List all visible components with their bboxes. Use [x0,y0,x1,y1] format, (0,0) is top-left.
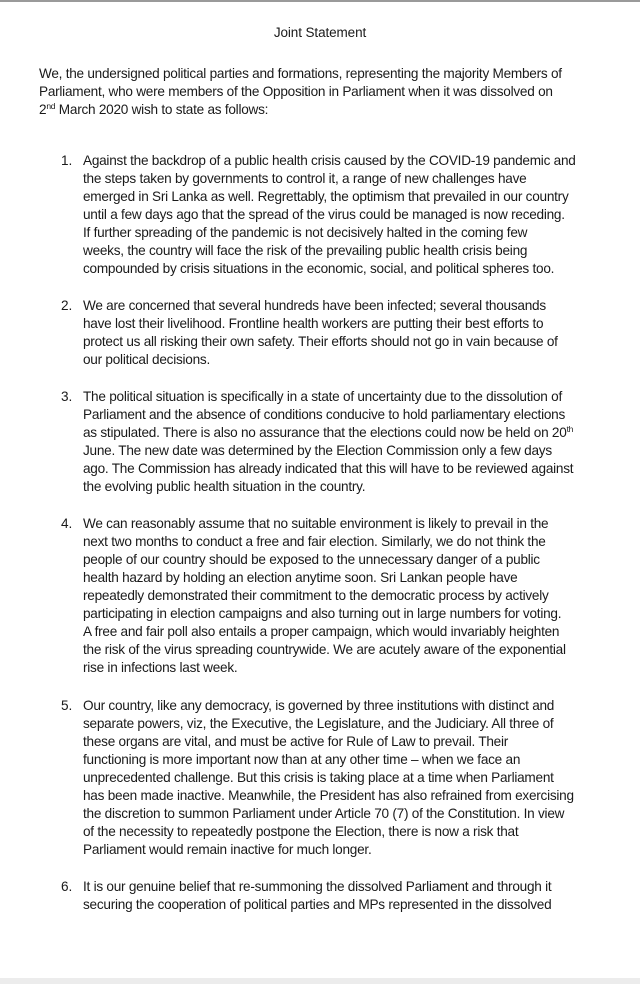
item-line: If further spreading of the pandemic is not decisively halted in the coming few [83,225,528,240]
item-line: the steps taken by governments to control it, a range of new challenges have [83,171,527,186]
item-line: these organs are vital, and must be active for Rule of Law to prevail. Their [83,734,509,749]
item-line: unprecedented challenge. But this crisis is taking place at a time when Parliament [83,770,554,785]
item-line: separate powers, viz, the Executive, the Legislature, and the Judiciary. All three of [83,716,554,731]
item-number: 6. [61,879,73,894]
item-line: Parliament would remain inactive for much longer. [83,842,372,857]
item-text [83,515,633,677]
date-day: 2 [39,102,47,117]
item-line: securing the cooperation of political parties and MPs represented in the dissolved [83,897,552,912]
item-line: the risk of the virus spreading countrywide. We are acutely aware of the exponential [83,642,566,657]
item-line-text: as stipulated. There is also no assurance that the elections could now be held on 20 [83,425,567,440]
item-line: compounded by crisis situations in the economic, social, and political spheres too. [83,261,555,276]
intro-line [39,101,629,119]
top-border [0,0,640,2]
item-line: weeks, the country will face the risk of the prevailing public health crisis being [83,243,528,258]
item-line: rise in infections last week. [83,660,238,675]
intro-line-text: March 2020 wish to state as follows: [55,102,269,117]
item-line [83,424,633,442]
item-line: participating in election campaigns and also turning out in large numbers for voting. [83,606,562,621]
item-text [83,297,633,369]
item-line: our political decisions. [83,352,210,367]
document-title: Joint Statement [273,25,367,40]
bottom-border [0,978,640,984]
item-line: Our country, like any democracy, is governed by three institutions with distinct and [83,698,555,713]
item-line: the discretion to summon Parliament under Article 70 (7) of the Constitution. In view [83,806,565,821]
item-line: Against the backdrop of a public health crisis caused by the COVID-19 pandemic and [83,153,576,168]
item-line: of the necessity to repeatedly postpone the Election, there is now a risk that [83,824,519,839]
item-line: A free and fair poll also entails a proper campaign, which would invariably heighten [83,624,560,639]
item-line: June. The new date was determined by the Election Commission only a few days [83,443,552,458]
item-line: It is our genuine belief that re-summoning the dissolved Parliament and through it [83,879,552,894]
intro-line: Parliament, who were members of the Opposition in Parliament when it was dissolved on [39,84,553,99]
item-number: 2. [61,298,73,313]
item-line: protect us all risking their own safety. Their efforts should not go in vain because of [83,334,558,349]
item-line: has been made inactive. Meanwhile, the President has also refrained from exercising [83,788,574,803]
item-number: 5. [61,698,73,713]
item-line: health hazard by holding an election anytime soon. Sri Lankan people have [83,570,518,585]
item-text [83,697,633,859]
intro-line: We, the undersigned political parties and formations, representing the majority Members of [39,66,562,81]
ordinal-suffix: nd [46,101,56,111]
item-line: until a few days ago that the spread of the virus could be managed is now receding. [83,207,565,222]
item-line: next two months to conduct a free and fair election. Similarly, we do not think the [83,534,546,549]
item-line: Parliament and the absence of conditions conducive to hold parliamentary elections [83,407,566,422]
item-text [83,152,633,278]
intro-paragraph [39,65,629,119]
item-line: functioning is more important now than at any other time – when we face an [83,752,521,767]
item-line: emerged in Sri Lanka as well. Regrettably, the optimism that prevailed in our country [83,189,569,204]
item-number: 3. [61,389,73,404]
item-line: ago. The Commission has already indicated that this will have to be reviewed against [83,461,574,476]
item-line: repeatedly demonstrated their commitment to the democratic process by actively [83,588,549,603]
item-line: The political situation is specifically in a state of uncertainty due to the dissolution of [83,389,562,404]
item-line: the evolving public health situation in the country. [83,479,366,494]
item-line: We are concerned that several hundreds have been infected; several thousands [83,298,546,313]
item-line: have lost their livelihood. Frontline health workers are putting their best efforts to [83,316,544,331]
item-line: people of our country should be exposed to the unnecessary danger of a public [83,552,540,567]
item-text [83,878,633,914]
item-number: 4. [61,516,73,531]
item-number: 1. [61,153,73,168]
item-line: We can reasonably assume that no suitable environment is likely to prevail in the [83,516,549,531]
ordinal-suffix: th [566,424,574,434]
item-text [83,388,633,496]
